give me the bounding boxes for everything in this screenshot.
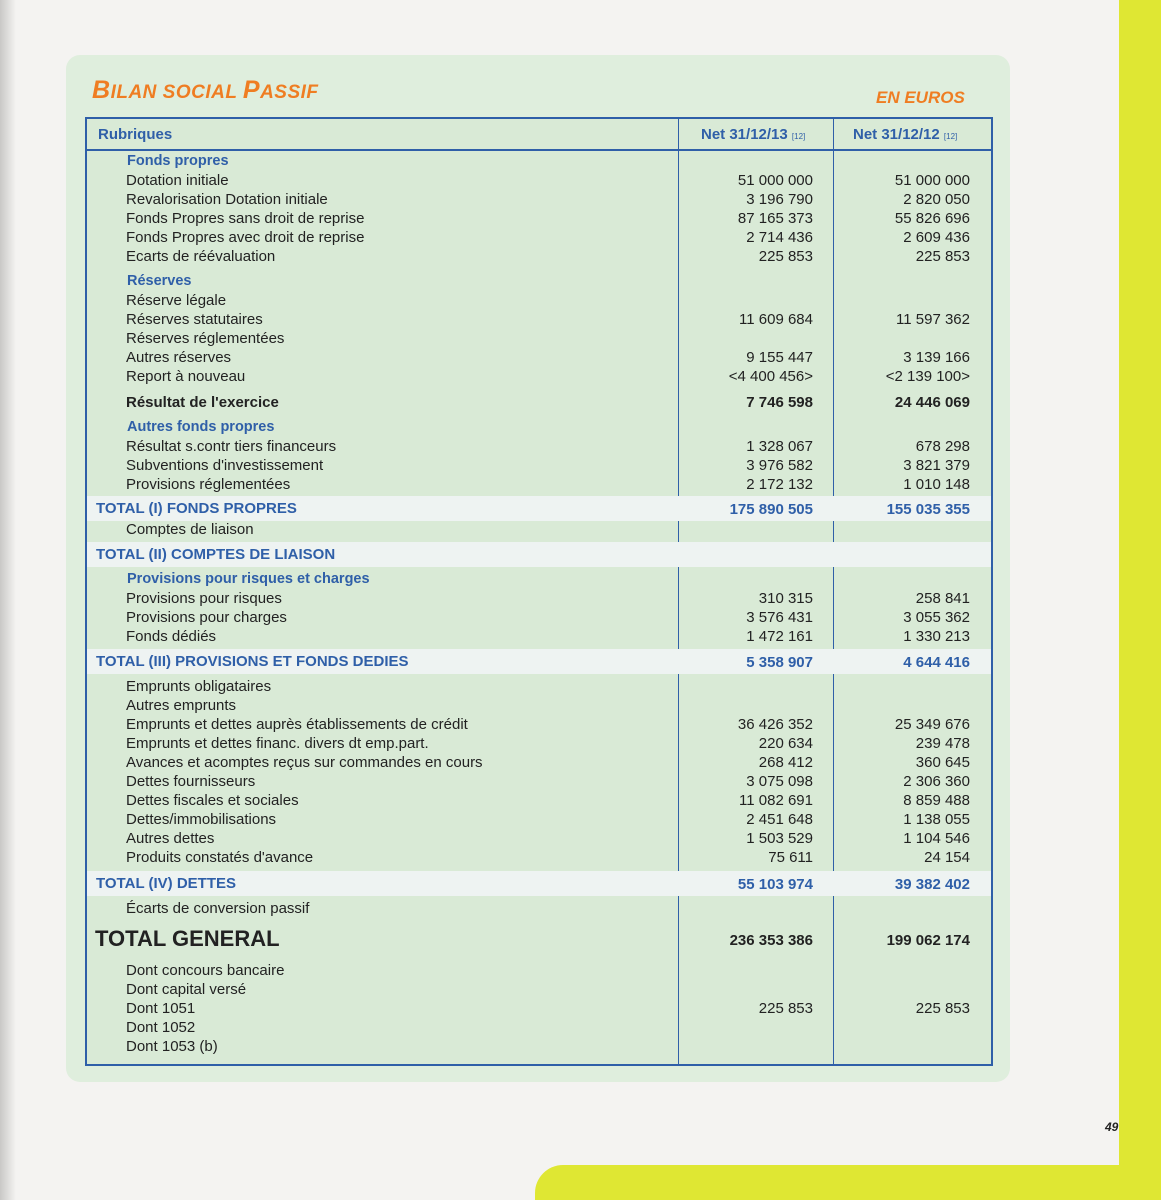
currency-label: EN EUROS [876, 88, 965, 107]
value-2013: 75 611 [768, 849, 813, 866]
row-label: Fonds dédiés [126, 628, 217, 645]
value-2012: 24 154 [924, 849, 970, 866]
row-label: Avances et acomptes reçus sur commandes en cours [126, 754, 483, 771]
total-row [87, 496, 991, 521]
row-label: TOTAL (II) COMPTES DE LIAISON [96, 546, 336, 563]
row-label: Autres réserves [126, 349, 232, 366]
row-label: Ecarts de réévaluation [126, 248, 276, 265]
row-label: Comptes de liaison [126, 521, 254, 538]
value-2012: 360 645 [915, 754, 970, 771]
row-label: Provisions réglementées [126, 476, 291, 493]
value-2012: 25 349 676 [894, 716, 970, 733]
value-2013: 220 634 [758, 735, 813, 752]
value-2013: 51 000 000 [737, 172, 813, 189]
value-2012: 155 035 355 [886, 501, 970, 518]
row-label: Dont 1052 [126, 1019, 196, 1036]
value-2012: 1 330 213 [903, 628, 970, 645]
row-label: Produits constatés d'avance [126, 849, 314, 866]
value-2012: 199 062 174 [886, 932, 970, 949]
value-2012: 24 446 069 [894, 394, 970, 411]
row-label: Provisions pour charges [126, 609, 287, 626]
row-label: TOTAL GENERAL [95, 926, 280, 951]
value-2013: 7 746 598 [746, 394, 813, 411]
row-label: Fonds Propres sans droit de reprise [126, 210, 365, 227]
value-2012: 39 382 402 [894, 876, 970, 893]
header-net-2013: Net 31/12/13 [12] [701, 126, 806, 143]
row-label: TOTAL (I) FONDS PROPRES [96, 500, 297, 517]
row-label: TOTAL (III) PROVISIONS ET FONDS DEDIES [96, 653, 409, 670]
row-label: Subventions d'investissement [126, 457, 324, 474]
value-2012: 1 104 546 [903, 830, 970, 847]
value-2012: 1 138 055 [903, 811, 970, 828]
row-label: Dettes/immobilisations [126, 811, 277, 828]
header-divider [87, 149, 991, 151]
value-2012: 55 826 696 [894, 210, 970, 227]
value-2013: 268 412 [758, 754, 813, 771]
value-2013: 225 853 [758, 248, 813, 265]
value-2013: 2 172 132 [746, 476, 813, 493]
value-2013: 2 451 648 [746, 811, 813, 828]
column-divider-2 [833, 119, 834, 1064]
row-label: Réserves [127, 273, 192, 289]
row-label: Réserves statutaires [126, 311, 263, 328]
value-2012: 2 820 050 [903, 191, 970, 208]
row-label: Fonds propres [127, 153, 229, 169]
row-label: Autres emprunts [126, 697, 237, 714]
row-label: Réserves réglementées [126, 330, 285, 347]
row-label: TOTAL (IV) DETTES [96, 875, 237, 892]
value-2012: 258 841 [915, 590, 970, 607]
value-2013: 236 353 386 [729, 932, 813, 949]
row-label: Autres dettes [126, 830, 215, 847]
row-label: Dont 1053 (b) [126, 1038, 218, 1055]
value-2013: 1 472 161 [746, 628, 813, 645]
row-label: Dont capital versé [126, 981, 247, 998]
value-2012: 11 597 362 [896, 311, 970, 328]
row-label: Emprunts et dettes auprès établissements de crédit [126, 716, 468, 733]
page-number: 49 [1105, 1120, 1119, 1134]
row-label: Revalorisation Dotation initiale [126, 191, 328, 208]
value-2012: 678 298 [915, 438, 970, 455]
value-2012: 51 000 000 [894, 172, 970, 189]
value-2013: 225 853 [758, 1000, 813, 1017]
value-2012: 8 859 488 [903, 792, 970, 809]
row-label: Emprunts obligataires [126, 678, 272, 695]
header-net-2012: Net 31/12/12 [12] [853, 126, 958, 143]
value-2013: 5 358 907 [746, 654, 813, 671]
value-2012: 2 609 436 [903, 229, 970, 246]
value-2013: 3 576 431 [746, 609, 813, 626]
value-2012: 225 853 [915, 248, 970, 265]
value-2012: 3 821 379 [903, 457, 970, 474]
total-row [87, 649, 991, 674]
value-2012: 4 644 416 [903, 654, 970, 671]
column-divider-1 [678, 119, 679, 1064]
value-2013: 87 165 373 [737, 210, 813, 227]
total-row [87, 871, 991, 896]
value-2013: 1 503 529 [746, 830, 813, 847]
row-label: Dont 1051 [126, 1000, 196, 1017]
value-2012: <2 139 100> [885, 368, 970, 385]
value-2013: 2 714 436 [746, 229, 813, 246]
row-label: Écarts de conversion passif [126, 900, 310, 917]
value-2013: 55 103 974 [737, 876, 813, 893]
total-row [87, 542, 991, 567]
value-2013: 310 315 [758, 590, 813, 607]
row-label: Dettes fournisseurs [126, 773, 256, 790]
value-2013: 36 426 352 [737, 716, 813, 733]
row-label: Dotation initiale [126, 172, 229, 189]
row-label: Emprunts et dettes financ. divers dt emp.part. [126, 735, 429, 752]
value-2012: 2 306 360 [903, 773, 970, 790]
row-label: Report à nouveau [126, 368, 246, 385]
row-label: Dettes fiscales et sociales [126, 792, 299, 809]
value-2013: 3 976 582 [746, 457, 813, 474]
header-rubriques: Rubriques [98, 126, 173, 143]
value-2012: 1 010 148 [903, 476, 970, 493]
row-label: Provisions pour risques [126, 590, 282, 607]
value-2013: 11 609 684 [739, 311, 813, 328]
value-2012: 225 853 [915, 1000, 970, 1017]
row-label: Dont concours bancaire [126, 962, 285, 979]
row-label: Autres fonds propres [127, 419, 275, 435]
value-2013: 9 155 447 [746, 349, 813, 366]
row-label: Fonds Propres avec droit de reprise [126, 229, 365, 246]
row-label: Provisions pour risques et charges [127, 571, 370, 587]
value-2013: 3 196 790 [746, 191, 813, 208]
value-2012: 239 478 [915, 735, 970, 752]
row-label: Résultat s.contr tiers financeurs [126, 438, 337, 455]
balance-table [85, 117, 993, 1066]
right-accent-band [1119, 0, 1161, 1200]
row-label: Réserve légale [126, 292, 227, 309]
row-label: Résultat de l'exercice [126, 394, 279, 411]
bottom-accent-band [535, 1165, 1161, 1200]
value-2013: 3 075 098 [746, 773, 813, 790]
page-title: BILAN SOCIAL PASSIF [92, 76, 319, 104]
value-2013: <4 400 456> [728, 368, 813, 385]
value-2013: 1 328 067 [746, 438, 813, 455]
page-edge-shadow [0, 0, 16, 1200]
value-2012: 3 055 362 [903, 609, 970, 626]
value-2013: 175 890 505 [729, 501, 813, 518]
value-2013: 11 082 691 [739, 792, 813, 809]
value-2012: 3 139 166 [903, 349, 970, 366]
